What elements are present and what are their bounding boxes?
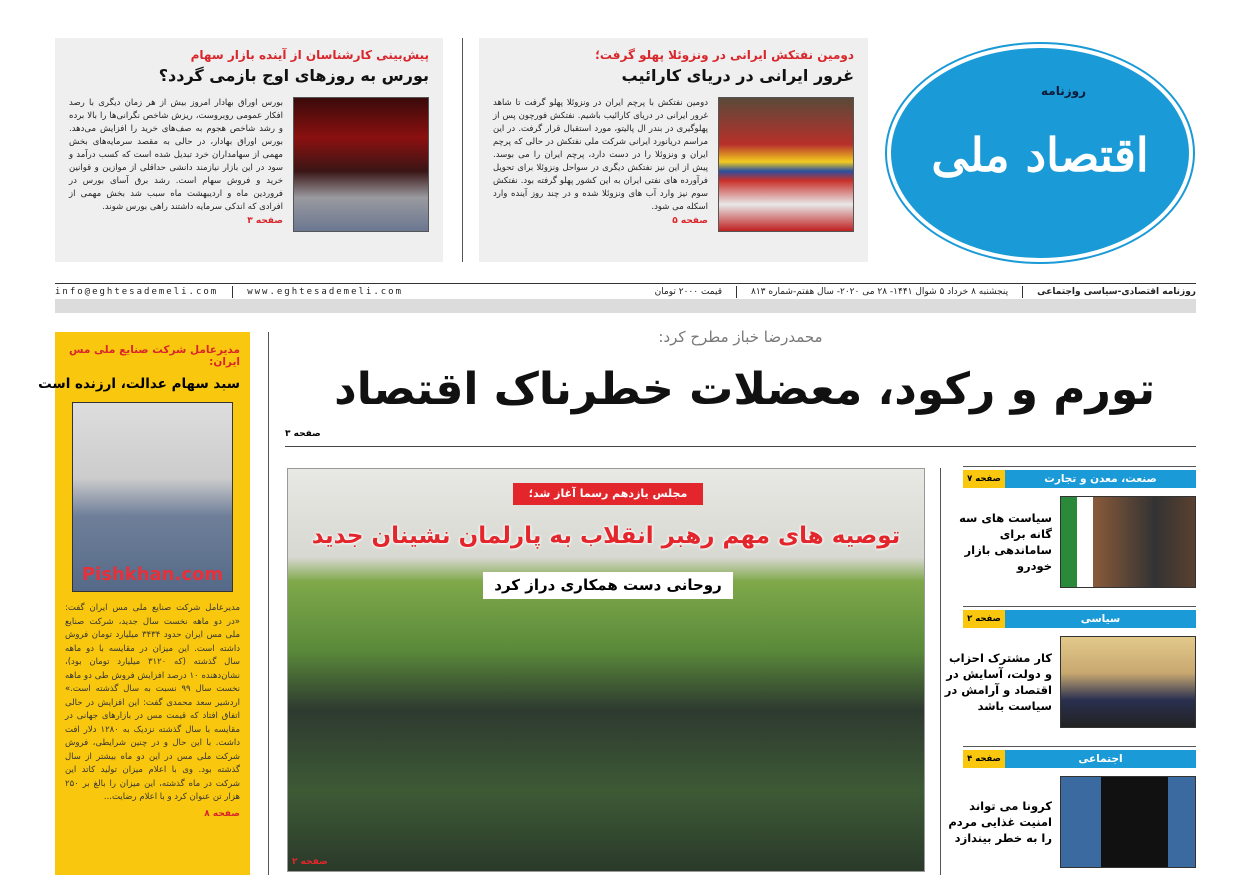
section-industry[interactable]: [959, 466, 1196, 606]
stock-board-photo: [293, 97, 429, 232]
lead-kicker: محمدرضا خباز مطرح کرد:: [658, 328, 823, 346]
politician-photo: [1060, 636, 1196, 728]
page-reference[interactable]: صفحه ۳: [285, 429, 321, 439]
section-name[interactable]: صنعت، معدن و تجارت: [1005, 470, 1196, 488]
column-divider: [940, 468, 941, 875]
lead-headline[interactable]: تورم و رکود، معضلات خطرناک اقتصاد: [334, 364, 1155, 415]
photo-kicker: مجلس یازدهم رسما آغاز شد؛: [513, 483, 703, 505]
sidebar-body: مدیرعامل شرکت صنایع ملی مس ایران گفت: «در دو ماهه نخست سال جدید، شرکت صنایع ملی مس ایران حدود ۳۴۳۴ میلیارد تومان فروش داشته است. این میزان در مقایسه با دو ماهه سال گذشته (که ۳۱۲۰ میلیارد تومان بود)، نشان‌دهنده ۱۰ درصد افزایش فروش طی دو ماهه نخست سال ۹۹ نسبت به سال گذشته است.» اردشیر سعد محمدی گفت: این افزایش در حالی اتفاق افتاد که قیمت مس در بازارهای جهانی در مقایسه با سال گذشته نزدیک به ۱۲۸۰ دلار افت داشت. با این حال و در چنین شرایطی، فروش شرکت ملی مس در این دو ماه بیشتر از سال گذشته بود. وی با اعلام میزان تولید کاتد این شرکت در ماه گذشته، این میزان را بالغ بر ۲۵۰ هزار تن عنوان کرد و با اعلام رضایت...: [65, 603, 241, 802]
section-social[interactable]: [948, 746, 1196, 886]
website-link[interactable]: www.eghtesademeli.com: [247, 286, 404, 297]
section-headline[interactable]: کرونا می تواند امنیت غذایی مردم را به خطر بیندازد: [948, 799, 1052, 845]
teaser-title[interactable]: بورس به روزهای اوج بازمی گردد؟: [158, 66, 429, 85]
section-name[interactable]: اجتماعی: [1005, 750, 1196, 768]
teaser-body: دومین نفتکش با پرچم ایران در ونزوئلا پهلو گرفت تا شاهد غرور ایرانی در دریای کارائیب باشیم. نفتکش فورچون پس از پهلوگیری در بندر ال پالیتو، مورد استقبال قرار گرفت. در این مراسم دریانورد ایرانی شرکت ملی نفتکش در حالی که پرچم ایران و ونزوئلا را در دست دارد، پرچم ایران را می بوسد. پیش از این نیز نفتکش دیگری در سواحل ونزوئلا برای تحویل فرآورده های نفتی ایران به این کشور پهلو گرفته بود. نفتکش سوم نیز وارد آب های ونزوئلا شده و در چند روز آینده وارد اسکله می شود.: [493, 98, 708, 212]
sidebar-title[interactable]: سبد سهام عدالت، ارزنده است: [38, 376, 240, 392]
section-politics[interactable]: [944, 606, 1196, 746]
section-headline[interactable]: کار مشترک احزاب و دولت، آسایش در اقتصاد و آرامش در سیاست باشد: [944, 651, 1052, 713]
logo-small-text: روزنامه: [1041, 84, 1086, 98]
section-headline[interactable]: سیاست های سه گانه برای ساماندهی بازار خودرو: [959, 511, 1052, 573]
column-divider: [268, 332, 269, 875]
grey-band: [55, 299, 1196, 313]
divider: [285, 446, 1196, 447]
page-reference[interactable]: صفحه ۲: [292, 857, 328, 867]
parliament-photo-story[interactable]: [287, 468, 925, 872]
teaser-kicker: دومین نفتکش ایرانی در ونزوئلا پهلو گرفت؛: [595, 48, 854, 62]
price: قیمت ۲۰۰۰ تومان: [654, 286, 723, 297]
section-page[interactable]: صفحه ۲: [963, 610, 1005, 628]
watermark: Pishkhan.com: [81, 564, 224, 585]
section-page[interactable]: صفحه ۷: [963, 470, 1005, 488]
teaser-kicker: پیش‌بینی کارشناسان از آینده بازار سهام: [190, 48, 429, 62]
official-photo: [1060, 776, 1196, 868]
paper-type: روزنامه اقتصادی-سیاسی واجتماعی: [1037, 286, 1196, 297]
teaser-body: بورس اوراق بهادار امروز بیش از هر زمان دیگری با رصد افکار عمومی روبروست، ریزش شاخص نگرانی‌ها را بالا برده و رشد شاخص هجوم به صف‌های خرید را افزایش می‌دهد. بورس اوراق بهادار، در حالی به مقصد سرمایه‌های بخش مهمی از سهامداران خرد تبدیل شده است که کسب درآمد و سود در این بازار نیازمند دانشی حداقلی از موازین و قوانین خرید و فروش سهام است. رشد برق آسای بورس در فروردین ماه و اردیبهشت ماه سبب شد بخش مهمی از افرادی که اندکی سرمایه داشتند راهی بورس شوند.: [69, 98, 283, 212]
section-name[interactable]: سیاسی: [1005, 610, 1196, 628]
minister-photo: [1060, 496, 1196, 588]
teaser-title[interactable]: غرور ایرانی در دریای کارائیب: [621, 66, 854, 85]
section-page[interactable]: صفحه ۴: [963, 750, 1005, 768]
info-bar: [55, 283, 1196, 299]
issue-date: پنجشنبه ۸ خرداد ۵ شوال ۱۴۴۱- ۲۸ می ۲۰۲۰- سال هفتم-شماره ۸۱۳: [751, 286, 1009, 297]
executive-photo: [72, 402, 233, 592]
sidebar-kicker: مدیرعامل شرکت صنایع ملی مس ایران:: [69, 344, 240, 368]
masthead-logo[interactable]: [885, 42, 1195, 264]
photo-subtitle: روحانی دست همکاری دراز کرد: [483, 572, 733, 599]
teaser-stock-market[interactable]: [55, 38, 443, 262]
logo-name: اقتصاد ملی: [931, 128, 1149, 182]
page-reference[interactable]: صفحه ۳: [247, 216, 283, 226]
page-reference[interactable]: صفحه ۸: [204, 808, 240, 819]
sidebar-copper-story[interactable]: [38, 332, 250, 875]
flags-photo: [718, 97, 854, 232]
column-divider: [462, 38, 463, 262]
email-link[interactable]: info@eghtesademeli.com: [55, 286, 219, 297]
teaser-tanker[interactable]: [479, 38, 868, 262]
photo-headline[interactable]: توصیه های مهم رهبر انقلاب به پارلمان نشینان جدید: [311, 523, 901, 549]
page-reference[interactable]: صفحه ۵: [672, 216, 708, 226]
